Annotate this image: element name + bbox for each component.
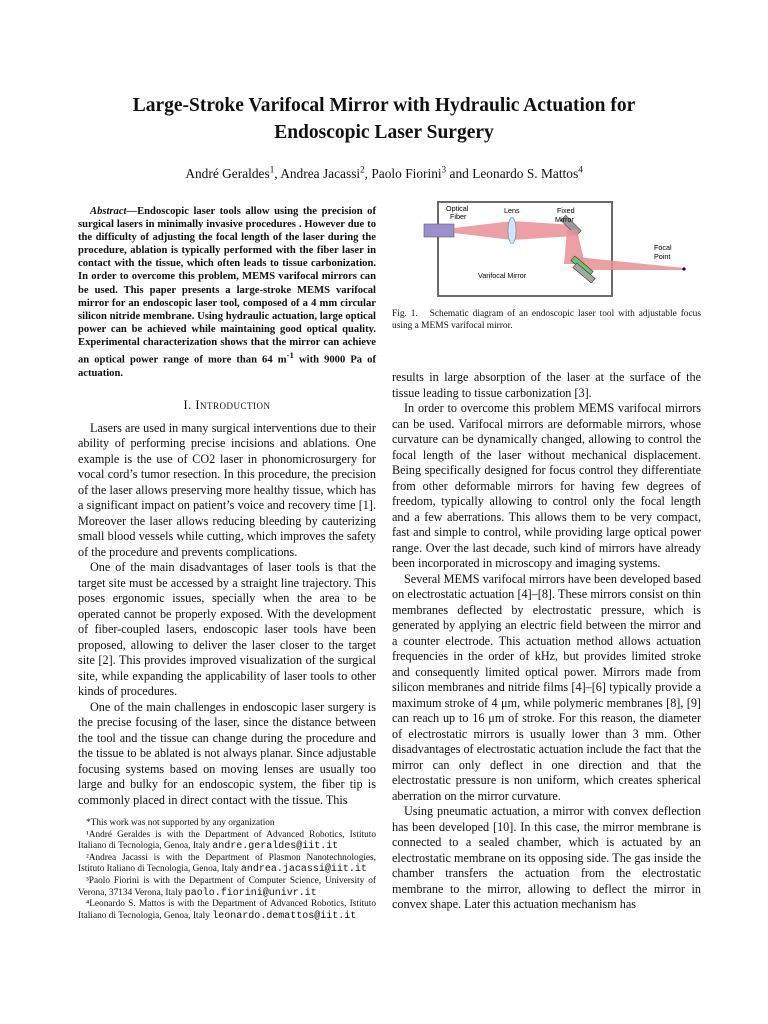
title-line-2: Endoscopic Laser Surgery [274, 122, 494, 143]
right-column-top [392, 200, 701, 333]
footnote: ⁴Leonardo S. Mattos is with the Department of Advanced Robotics, Istituto Italiano di Tecnologia, Genoa, Italy leonardo.demattos@iit.it [78, 899, 376, 922]
email-link[interactable]: paolo.fiorini@univr.it [184, 887, 317, 899]
label-focal-point-2: Point [654, 252, 671, 261]
lens [508, 218, 516, 244]
left-column [78, 205, 376, 808]
title-line-1: Large-Stroke Varifocal Mirror with Hydraulic Actuation for [132, 95, 636, 116]
footnotes [78, 818, 376, 922]
email-link[interactable]: andre.geraldes@iit.it [212, 841, 339, 853]
section-heading-introduction: I. Introduction [183, 397, 271, 412]
abstract: Abstract—Endoscopic laser tools allow using the precision of surgical lasers in minimally invasive procedures . However due to the difficulty of adjusting the focal length of the laser during the procedure, ablation is typically performed with the fiber laser in contact with the tissue, which often leads to tissue carbonization. In order to overcome this problem, MEMS varifocal mirrors can be used. This paper presents a large-stroke MEMS varifocal mirror for an endoscopic laser tool, composed of a 4 mm circular silicon nitride membrane. Using hydraulic actuation, large optical power can be achieved while maintaining good optical quality. Experimental characterization shows that the mirror can achieve an optical power range of more than 64 $m^{-1}$ with 9000 Pa of actuation. [78, 206, 377, 379]
paragraph: Lasers are used in many surgical interventions due to their ability of performing precise incisions and ablations. One example is the use of CO2 laser in phonomicrosurgery for vocal cord’s tumor resection. In this procedure, the precision of the laser allows preserving more healthy tissue, which has a significant impact on patient’s voice and recovery time [1]. Moreover the laser allows reducing bleeding by cauterizing small blood vessels while cutting, which improves the safety of the procedure and prevents complications. [78, 420, 376, 559]
laser-beam-diverging [454, 221, 512, 240]
label-optical-fiber-2: Fiber [450, 212, 467, 221]
paragraph: One of the main disadvantages of laser tools is that the target site must be accessed by a straight line trajectory. This poses ergonomic issues, specially when the area to be operated cannot be properly exposed. With the development of fiber-coupled lasers, endoscopic laser tools have been proposed, allowing to deliver the laser closer to the target site [2]. This provides improved visualization of the surgical site, while expanding the applicability of laser tools to other kinds of procedures. [78, 560, 376, 699]
label-varifocal-mirror: Varifocal Mirror [478, 271, 527, 280]
author: Leonardo S. Mattos$^4$ [472, 165, 583, 182]
abstract-text: Endoscopic laser tools allow using the precision of surgical lasers in minimally invasive procedures . However due to the difficulty of adjusting the focal length of the laser during the procedure, ablation is typically performed with the fiber laser in contact with the tissue, which often leads to tissue carbonization. In order to overcome this problem, MEMS varifocal mirrors can be used. This paper presents a large-stroke MEMS varifocal mirror for an endoscopic laser tool, composed of a 4 mm circular silicon nitride membrane. Using hydraulic actuation, large optical power can be achieved while maintaining good optical quality. Experimental characterization shows that the mirror can achieve an optical power range of more than 64 m [78, 206, 376, 366]
abstract-label: Abstract [90, 206, 127, 217]
caption-label: Fig. 1. [392, 309, 418, 319]
label-lens: Lens [504, 206, 520, 215]
label-fixed-mirror-2: Mirror [555, 215, 574, 224]
paragraph: results in large absorption of the laser at the surface of the tissue leading to tissue carbonization [3]. [392, 370, 701, 400]
focal-point-marker [682, 267, 685, 270]
figure-caption [392, 309, 701, 333]
paragraph: In order to overcome this problem MEMS varifocal mirrors can be used. Varifocal mirrors are deformable mirrors, whose curvature can be dynamically changed, allowing to control the focal length of the laser without mechanical displacement. Being specifically designed for focus control they differentiate from other deformable mirrors for having few degrees of freedom, typically allowing to control only the focal length and a few aberrations. This allows them to be very compact, fast and simple to control, while providing large optical power range. Over the last decade, such kind of mirrors have already been incorporated in microscopy and imaging systems. [392, 401, 701, 570]
paper-title [60, 92, 708, 146]
author: Paolo Fiorini$^3$ and [371, 165, 473, 182]
paragraph: Several MEMS varifocal mirrors have been developed based on electrostatic actuation [4]–[8]. These mirrors consist on thin membranes deflected by electrostatic pressure, which is generated by applying an electric field between the mirror and a counter electrode. This actuation method allows actuation frequencies in the order of kHz, but provides limited stroke and consequently limited optical power. Mirrors made from silicon membranes and nitride films [4]–[6] typically provide a maximum stroke of 4 μm, while polymeric membranes [8], [9] can reach up to 16 μm of stroke. For this reason, the diameter of electrostatic mirrors is usually lower than 3 mm. Other disadvantages of electrostatic actuation include the fact that the mirror can only deflect in one direction and that the electrostatic pressure is non uniform, which creates spherical aberration on the mirror curvature. [392, 571, 701, 803]
figure-1 [392, 200, 701, 300]
laser-tool-schematic [422, 200, 692, 300]
author: Andrea Jacassi$^2$, [280, 165, 372, 182]
footnote: ³Paolo Fiorini is with the Department of Computer Science, University of Verona, 37134 Verona, Italy paolo.fiorini@univr.it [78, 875, 376, 899]
optical-fiber [424, 224, 454, 237]
paragraph: Using pneumatic actuation, a mirror with convex deflection has been developed [10]. In this case, the mirror membrane is connected to a sealed chamber, which is actuated by an electrostatic membrane on its opposing side. The gas inside the chamber transfers the actuation from the electrostatic membrane to the mirror, allowing to deflect the mirror in convex shape. Later this actuation mechanism has [392, 804, 701, 911]
author-list [60, 160, 708, 184]
caption-text: Schematic diagram of an endoscopic laser tool with adjustable focus using a MEMS varifocal mirror. [392, 309, 701, 331]
label-fixed-mirror-1: Fixed [557, 206, 575, 215]
footnote: ²Andrea Jacassi is with the Department of Plasmon Nanotechnologies, Istituto Italiano di Tecnologia, Genoa, Italy andrea.jacassi@iit.it [78, 852, 376, 876]
paragraph: One of the main challenges in endoscopic laser surgery is the precise focusing of the laser, since the distance between the tool and the tissue can change during the procedure and the tissue to be ablated is not always planar. Since adjustable focusing systems based on moving lenses are usually too large and bulky for an endoscopic system, the fiber tip is commonly placed in direct contact with the tissue. This [78, 699, 376, 807]
footnote: ¹André Geraldes is with the Department of Advanced Robotics, Istituto Italiano di Tecnologia, Genoa, Italy andre.geraldes@iit.it [78, 829, 376, 853]
label-focal-point-1: Focal [654, 243, 672, 252]
right-column-body [392, 370, 701, 913]
email-link[interactable]: andrea.jacassi@iit.it [240, 864, 367, 876]
label-optical-fiber-1: Optical [446, 204, 469, 213]
author: André Geraldes$^1$, [185, 165, 281, 182]
email-link[interactable]: leonardo.demattos@iit.it [212, 910, 357, 922]
footnote: *This work was not supported by any organization [86, 818, 275, 828]
